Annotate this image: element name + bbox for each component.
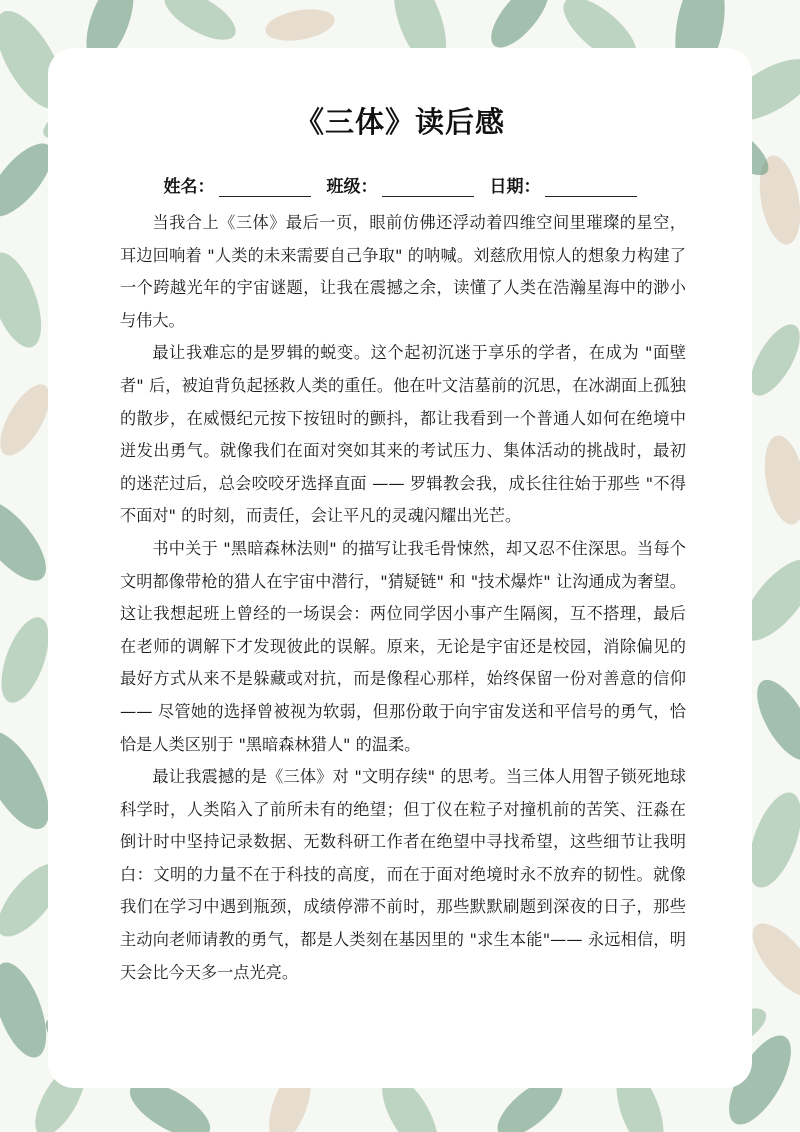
- name-label: 姓名：: [163, 177, 215, 197]
- paragraph: 当我合上《三体》最后一页，眼前仿佛还浮动着四维空间里璀璨的星空，耳边回响着 "人类的未来需要自己争取" 的呐喊。刘慈欣用惊人的想象力构建了一个跨越光年的宇宙谜题，让我在震撼之余，读懂了人类在浩瀚星海中的渺小与伟大。: [120, 213, 686, 330]
- leaf-shape: [263, 4, 337, 45]
- date-blank-line[interactable]: [545, 178, 637, 197]
- paragraph: 书中关于 "黑暗森林法则" 的描写让我毛骨悚然，却又忍不住深思。当每个文明都像带枪的猎人在宇宙中潜行，"猜疑链" 和 "技术爆炸" 让沟通成为奢望。这让我想起班上曾经的一场误会：两位同学因小事产生隔阂，互不搭理，最后在老师的调解下才发现彼此的误解。原来，无论是宇宙还是校园，消除偏见的最好方式从来不是躲藏或对抗，而是像程心那样，始终保留一份对善意的信仰 —— 尽管她的选择曾被视为软弱，但那份敢于向宇宙发送和平信号的勇气，恰恰是人类区别于 "黑暗森林猎人" 的温柔。: [120, 538, 686, 754]
- paragraph: 最让我难忘的是罗辑的蜕变。这个起初沉迷于享乐的学者，在成为 "面壁者" 后，被迫背负起拯救人类的重任。他在叶文洁墓前的沉思，在冰湖面上孤独的散步，在威慑纪元按下按钮时的颤抖，都让我看到一个普通人如何在绝境中迸发出勇气。就像我们在面对突如其来的考试压力、集体活动的挑战时，最初的迷茫过后，总会咬咬牙选择直面 —— 罗辑教会我，成长往往始于那些 "不得不面对" 的时刻，而责任，会让平凡的灵魂闪耀出光芒。: [120, 343, 686, 526]
- leaf-shape: [157, 0, 243, 50]
- class-blank-line[interactable]: [382, 178, 474, 197]
- leaf-shape: [759, 432, 800, 527]
- paragraph: 最让我震撼的是《三体》对 "文明存续" 的思考。当三体人用智子锁死地球科学时，人类陷入了前所未有的绝望；但丁仪在粒子对撞机前的苦笑、汪淼在倒计时中坚持记录数据、无数科研工作者在绝望中寻找希望，这些细节让我明白：文明的力量不在于科技的高度，而在于面对绝境时永不放弃的韧性。就像我们在学习中遇到瓶颈，成绩停滞不前时，那些默默刷题到深夜的日子，那些主动向老师请教的勇气，都是人类刻在基因里的 "求生本能"—— 永远相信，明天会比今天多一点光亮。: [120, 767, 686, 982]
- leaf-shape: [746, 672, 800, 769]
- name-field[interactable]: [164, 172, 311, 197]
- date-label: 日期：: [489, 177, 541, 197]
- page-title: 《三体》读后感: [294, 105, 505, 139]
- info-row: [48, 172, 752, 197]
- leaf-shape: [0, 246, 52, 354]
- name-blank-line[interactable]: [219, 178, 311, 197]
- date-field[interactable]: [490, 172, 637, 197]
- class-field[interactable]: [327, 172, 474, 197]
- class-label: 班级：: [326, 177, 378, 197]
- essay-body: [120, 207, 686, 989]
